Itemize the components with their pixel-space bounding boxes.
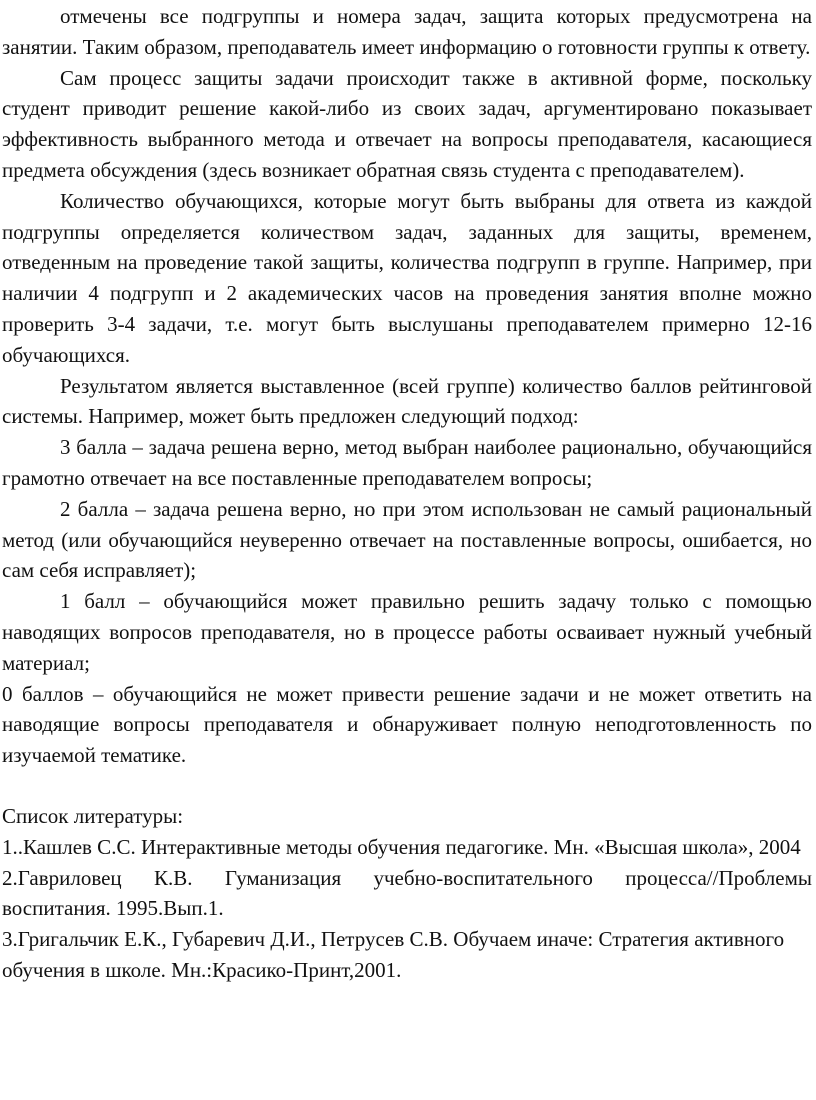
reference-item: 2.Гавриловец К.В. Гуманизация учебно-воспитательного процесса//Проблемы воспитания. 1995.Вып.1. bbox=[2, 865, 812, 921]
paragraph: отмечены все подгруппы и номера задач, защита которых предусмотрена на занятии. Таким образом, преподаватель имеет информацию о готовности группы к ответу. bbox=[2, 4, 812, 59]
reference-item: 1..Кашлев С.С. Интерактивные методы обучения педагогике. Мн. «Высшая школа», 2004 bbox=[2, 834, 801, 859]
paragraph: Результатом является выставленное (всей группе) количество баллов рейтинговой системы. Например, может быть предложен следующий подход: bbox=[2, 373, 812, 429]
reference-item: 3.Григальчик Е.К., Губаревич Д.И., Петрусев С.В. Обучаем иначе: Стратегия активного обучения в школе. Мн.:Красико-Принт,2001. bbox=[2, 927, 785, 982]
paragraph: Сам процесс защиты задачи происходит также в активной форме, поскольку студент приводит решение какой-либо из своих задач, аргументировано показывает эффективность выбранного метода и отвечает на вопросы преподавателя, касающиеся предмета обсуждения (здесь возникает обратная связь студента с преподавателем). bbox=[2, 65, 812, 182]
paragraph: 2 балла – задача решена верно, но при этом использован не самый рациональный метод (или обучающийся неуверенно отвечает на поставленные вопросы, ошибается, но сам себя исправляет); bbox=[2, 496, 812, 583]
paragraph: 0 баллов – обучающийся не может привести решение задачи и не может ответить на наводящие вопросы преподавателя и обнаруживает полную неподготовленность по изучаемой тематике. bbox=[2, 681, 812, 768]
paragraph: 3 балла – задача решена верно, метод выбран наиболее рационально, обучающийся грамотно отвечает на все поставленные преподавателем вопросы; bbox=[2, 435, 812, 490]
spacer bbox=[2, 771, 812, 801]
references-title: Список литературы: bbox=[2, 803, 184, 828]
paragraph: 1 балл – обучающийся может правильно решить задачу только с помощью наводящих вопросов преподавателя, но в процессе работы осваивает нужный учебный материал; bbox=[2, 589, 812, 675]
paragraph: Количество обучающихся, которые могут быть выбраны для ответа из каждой подгруппы определяется количеством задач, заданных для защиты, временем, отведенным на проведение такой защиты, количества подгрупп в группе. Например, при наличии 4 подгрупп и 2 академических часов на проведения занятия вполне можно проверить 3-4 задачи, т.е. могут быть выслушаны преподавателем примерно 12-16 обучающихся. bbox=[2, 188, 812, 367]
